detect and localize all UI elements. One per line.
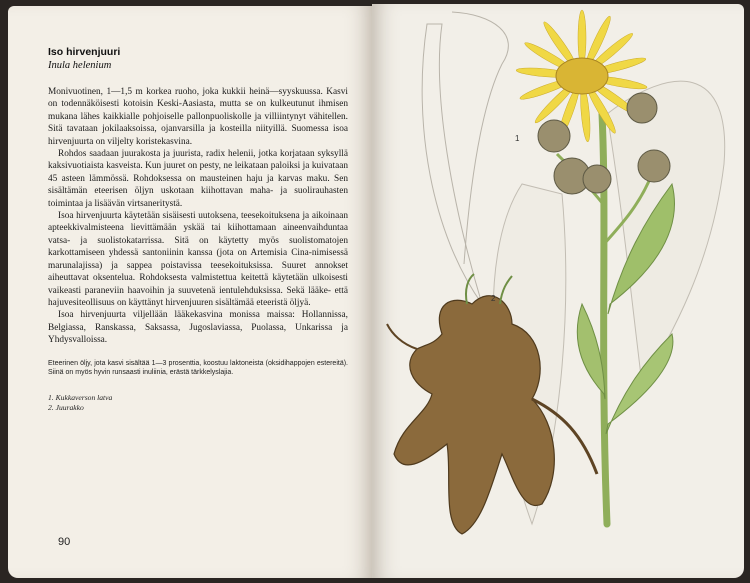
left-page xyxy=(8,6,372,578)
footnote: Eteerinen öljy, jota kasvi sisältää 1—3 prosenttia, koostuu laktoneista (oksidihappojen estereitä). Siinä on myös hyvin runsaasti inuliinia, erästä tärkkelyslajia. xyxy=(48,359,348,376)
plant-illustration xyxy=(372,4,744,578)
text-column xyxy=(48,46,348,413)
leaf-outline-left xyxy=(422,24,482,304)
legend-item-1: 1. Kukkaverson latva xyxy=(48,392,113,402)
figure-label-1: 1 xyxy=(515,134,520,143)
figure-label-2: 2 xyxy=(491,294,496,303)
latin-name: Inula helenium xyxy=(48,60,112,71)
plant-title: Iso hirvenjuuri xyxy=(48,46,121,58)
legend-item-2: 2. Juurakko xyxy=(48,402,84,412)
leaf-outline-top xyxy=(452,12,508,264)
paragraph-description: Monivuotinen, 1—1,5 m korkea ruoho, joka kukkii heinä—syyskuussa. Kasvi on todennäköisesti kotoisin Keski-Aasiasta, mutta se on kulkeutunut ihmisen mukana lähes kaikkialle pohjoiselle pallonpuoliskolle ja villiintynyt vähitellen. Sitä tavataan jokilaaksoissa, ojanvarsilla ja kosteilla niityillä. Suomessa isoa hirvenjuurta on viljelty koristekasvina. xyxy=(48,87,348,147)
paragraph-cultivation: Isoa hirvenjuurta viljellään lääkekasvina monissa maissa: Hollannissa, Belgiassa, Ranskassa, Saksassa, Jugoslaviassa, Puolassa, Unkarissa ja Yhdysvalloissa. xyxy=(48,310,348,346)
right-page xyxy=(372,4,744,578)
figure-legend xyxy=(48,393,348,413)
paragraph-usage: Isoa hirvenjuurta käytetään sisäisesti uutoksena, teesekoituksena ja aikoinaan apteekkivalmisteena lievittämään yskää tai kiihottamaan aineenvaihduntaa vatsa- ja suolistokatarrissa. Sitä on käytetty myös suolistomatojen karkottamiseen yhdessä santoniinin kanssa (jota on Artemisia Cina-nimisessä marunalajissa) ja sappea poistavissa teesekoituksissa. Suuret annokset aiheuttavat oksentelua. Rohdoksesta valmistettua keitettä käytetään ulkoisesti vaikeasti paraneviin haavoihin ja suuvetenä ientulehduksissa. Sekä lääke- että hajuvesiteollisuus on käyttänyt hirvenjuuren sisältämää eteeristä öljyä. xyxy=(48,211,348,308)
page-number: 90 xyxy=(58,536,71,548)
paragraph-drug: Rohdos saadaan juurakosta ja juurista, radix helenii, jotka korjataan syksyllä kaksivuotiaista kasveista. Kun juuret on pesty, ne leikataan paloiksi ja kuivataan 45 asteen lämmössä. Rohdoksessa on mausteinen haju ja karvas maku. Sen sisältämän eteerisen öljyn uskotaan kiihottavan maha- ja suolirauhasten toimintaa ja lisäävän virtsaneritystä. xyxy=(48,149,348,209)
